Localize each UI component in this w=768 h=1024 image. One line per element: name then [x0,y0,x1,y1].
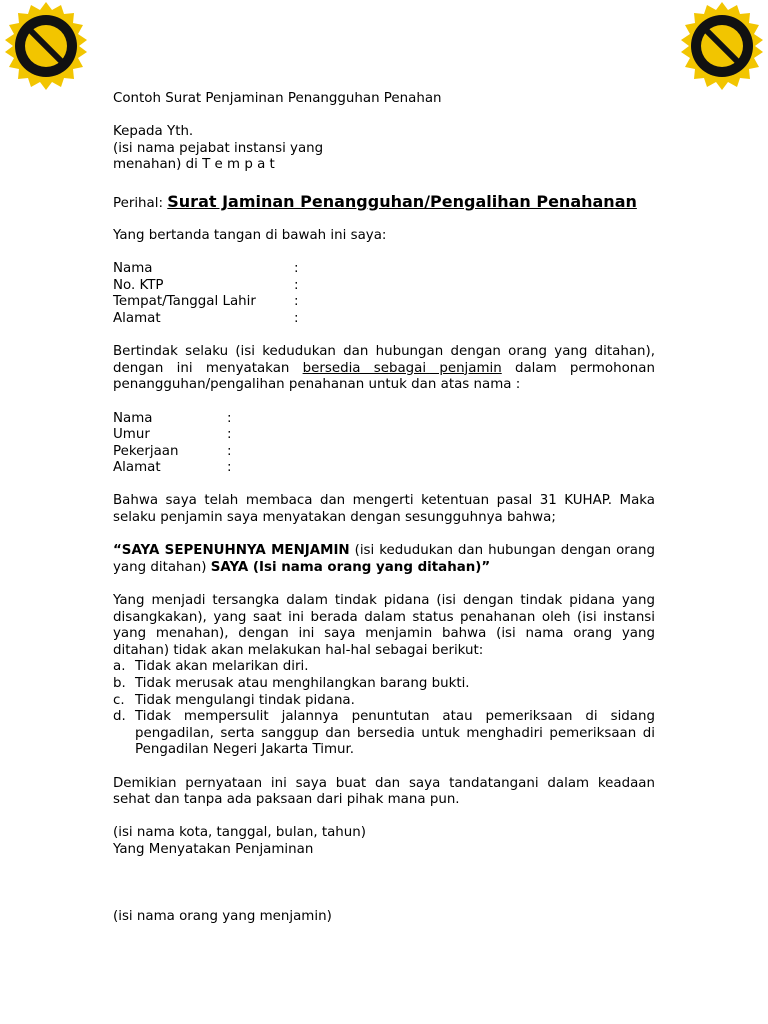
pdf-xchange-badge-right[interactable] [676,0,768,92]
recipient-line-1: Kepada Yth. [113,124,194,140]
field-label: Tempat/Tanggal Lahir [113,294,256,310]
field-label: Alamat [113,310,161,326]
field-colon: : [294,277,299,293]
field-label: Nama [113,261,153,277]
field-label: Alamat [113,460,161,476]
list-marker: a. [113,659,126,675]
field-row [113,261,655,278]
subject-line [113,192,655,214]
statement-bold-2: SAYA (Isi nama orang yang ditahan)” [210,559,491,575]
field-label: Umur [113,427,150,443]
field-row [113,460,655,477]
field-colon: : [227,427,232,443]
signer-name: (isi nama orang yang menjamin) [113,908,332,924]
list-item [113,693,655,710]
place-date: (isi nama kota, tanggal, bulan, tahun) [113,825,366,841]
pdf-xchange-badge-left[interactable] [0,0,92,92]
list-text: Tidak mengulangi tindak pidana. [135,692,355,708]
document-heading: Contoh Surat Penjaminan Penangguhan Penahan [113,91,442,106]
intro-text: Yang bertanda tangan di bawah ini saya: [113,227,387,243]
list-text: Tidak mempersulit jalannya penuntutan atau pemeriksaan di sidang pengadilan, serta sanggup dan bersedia untuk menghadiri pemeriksaan di Pengadilan Negeri Jakarta Timur. [135,709,655,758]
field-row [113,427,655,444]
field-label: No. KTP [113,277,164,293]
buy-now-badge-icon [0,0,92,92]
detainee-fields [113,411,655,477]
buy-now-badge-icon [676,0,768,92]
field-colon: : [227,460,232,476]
declaration-text-end: dalam permohonan penangguhan/pengalihan penahanan untuk dan atas nama : [113,360,655,393]
field-row [113,444,655,461]
field-colon: : [294,294,299,310]
field-row [113,278,655,295]
list-text: Tidak merusak atau menghilangkan barang bukti. [135,676,470,691]
letter-body [113,91,655,925]
guarantee-statement [113,543,655,576]
closing-paragraph: Demikian pernyataan ini saya buat dan saya tandatangani dalam keadaan sehat dan tanpa ada paksaan dari pihak mana pun. [113,775,655,808]
statement-text: (isi kedudukan dan hubungan dengan orang yang ditahan) [113,543,655,575]
field-colon: : [294,261,299,277]
list-marker: d. [113,709,126,725]
kuhap-paragraph: Bahwa saya telah membaca dan mengerti ketentuan pasal 31 KUHAP. Maka selaku penjamin saya menyatakan dengan sesungguhnya bahwa; [113,493,655,526]
signer-role: Yang Menyatakan Penjaminan [113,841,314,857]
field-row [113,311,655,328]
declaration-underlined: bersedia sebagai penjamin [302,360,502,376]
field-colon: : [227,443,232,459]
suspect-paragraph: Yang menjadi tersangka dalam tindak pidana (isi dengan tindak pidana yang disangkakan), yang saat ini berada dalam status penahanan oleh (isi instansi yang menahan), dengan ini saya menjamin bahwa (isi nama orang yang ditahan) tidak akan melakukan hal-hal sebagai berikut: [113,593,655,658]
recipient-line-2: (isi nama pejabat instansi yang [113,140,324,156]
list-item [113,709,655,759]
field-row [113,294,655,311]
commitment-list [113,659,655,759]
subject-label: Perihal: [113,195,163,211]
field-row [113,411,655,428]
list-item [113,659,655,676]
guarantor-declaration [113,344,655,394]
declaration-text: Bertindak selaku (isi kedudukan dan hubungan dengan orang yang ditahan), dengan ini menyatakan [113,344,655,376]
statement-bold-1: “SAYA SEPENUHNYA MENJAMIN [113,543,350,559]
subject-title: Surat Jaminan Penangguhan/Pengalihan Penahanan [167,191,637,211]
recipient-line-3: menahan) di T e m p a t [113,157,275,173]
field-colon: : [294,310,299,326]
field-label: Pekerjaan [113,443,179,459]
list-marker: c. [113,692,125,708]
guarantor-fields [113,261,655,327]
list-text: Tidak akan melarikan diri. [135,659,309,675]
field-colon: : [227,410,232,426]
list-item [113,676,655,693]
list-marker: b. [113,676,126,691]
field-label: Nama [113,410,153,426]
